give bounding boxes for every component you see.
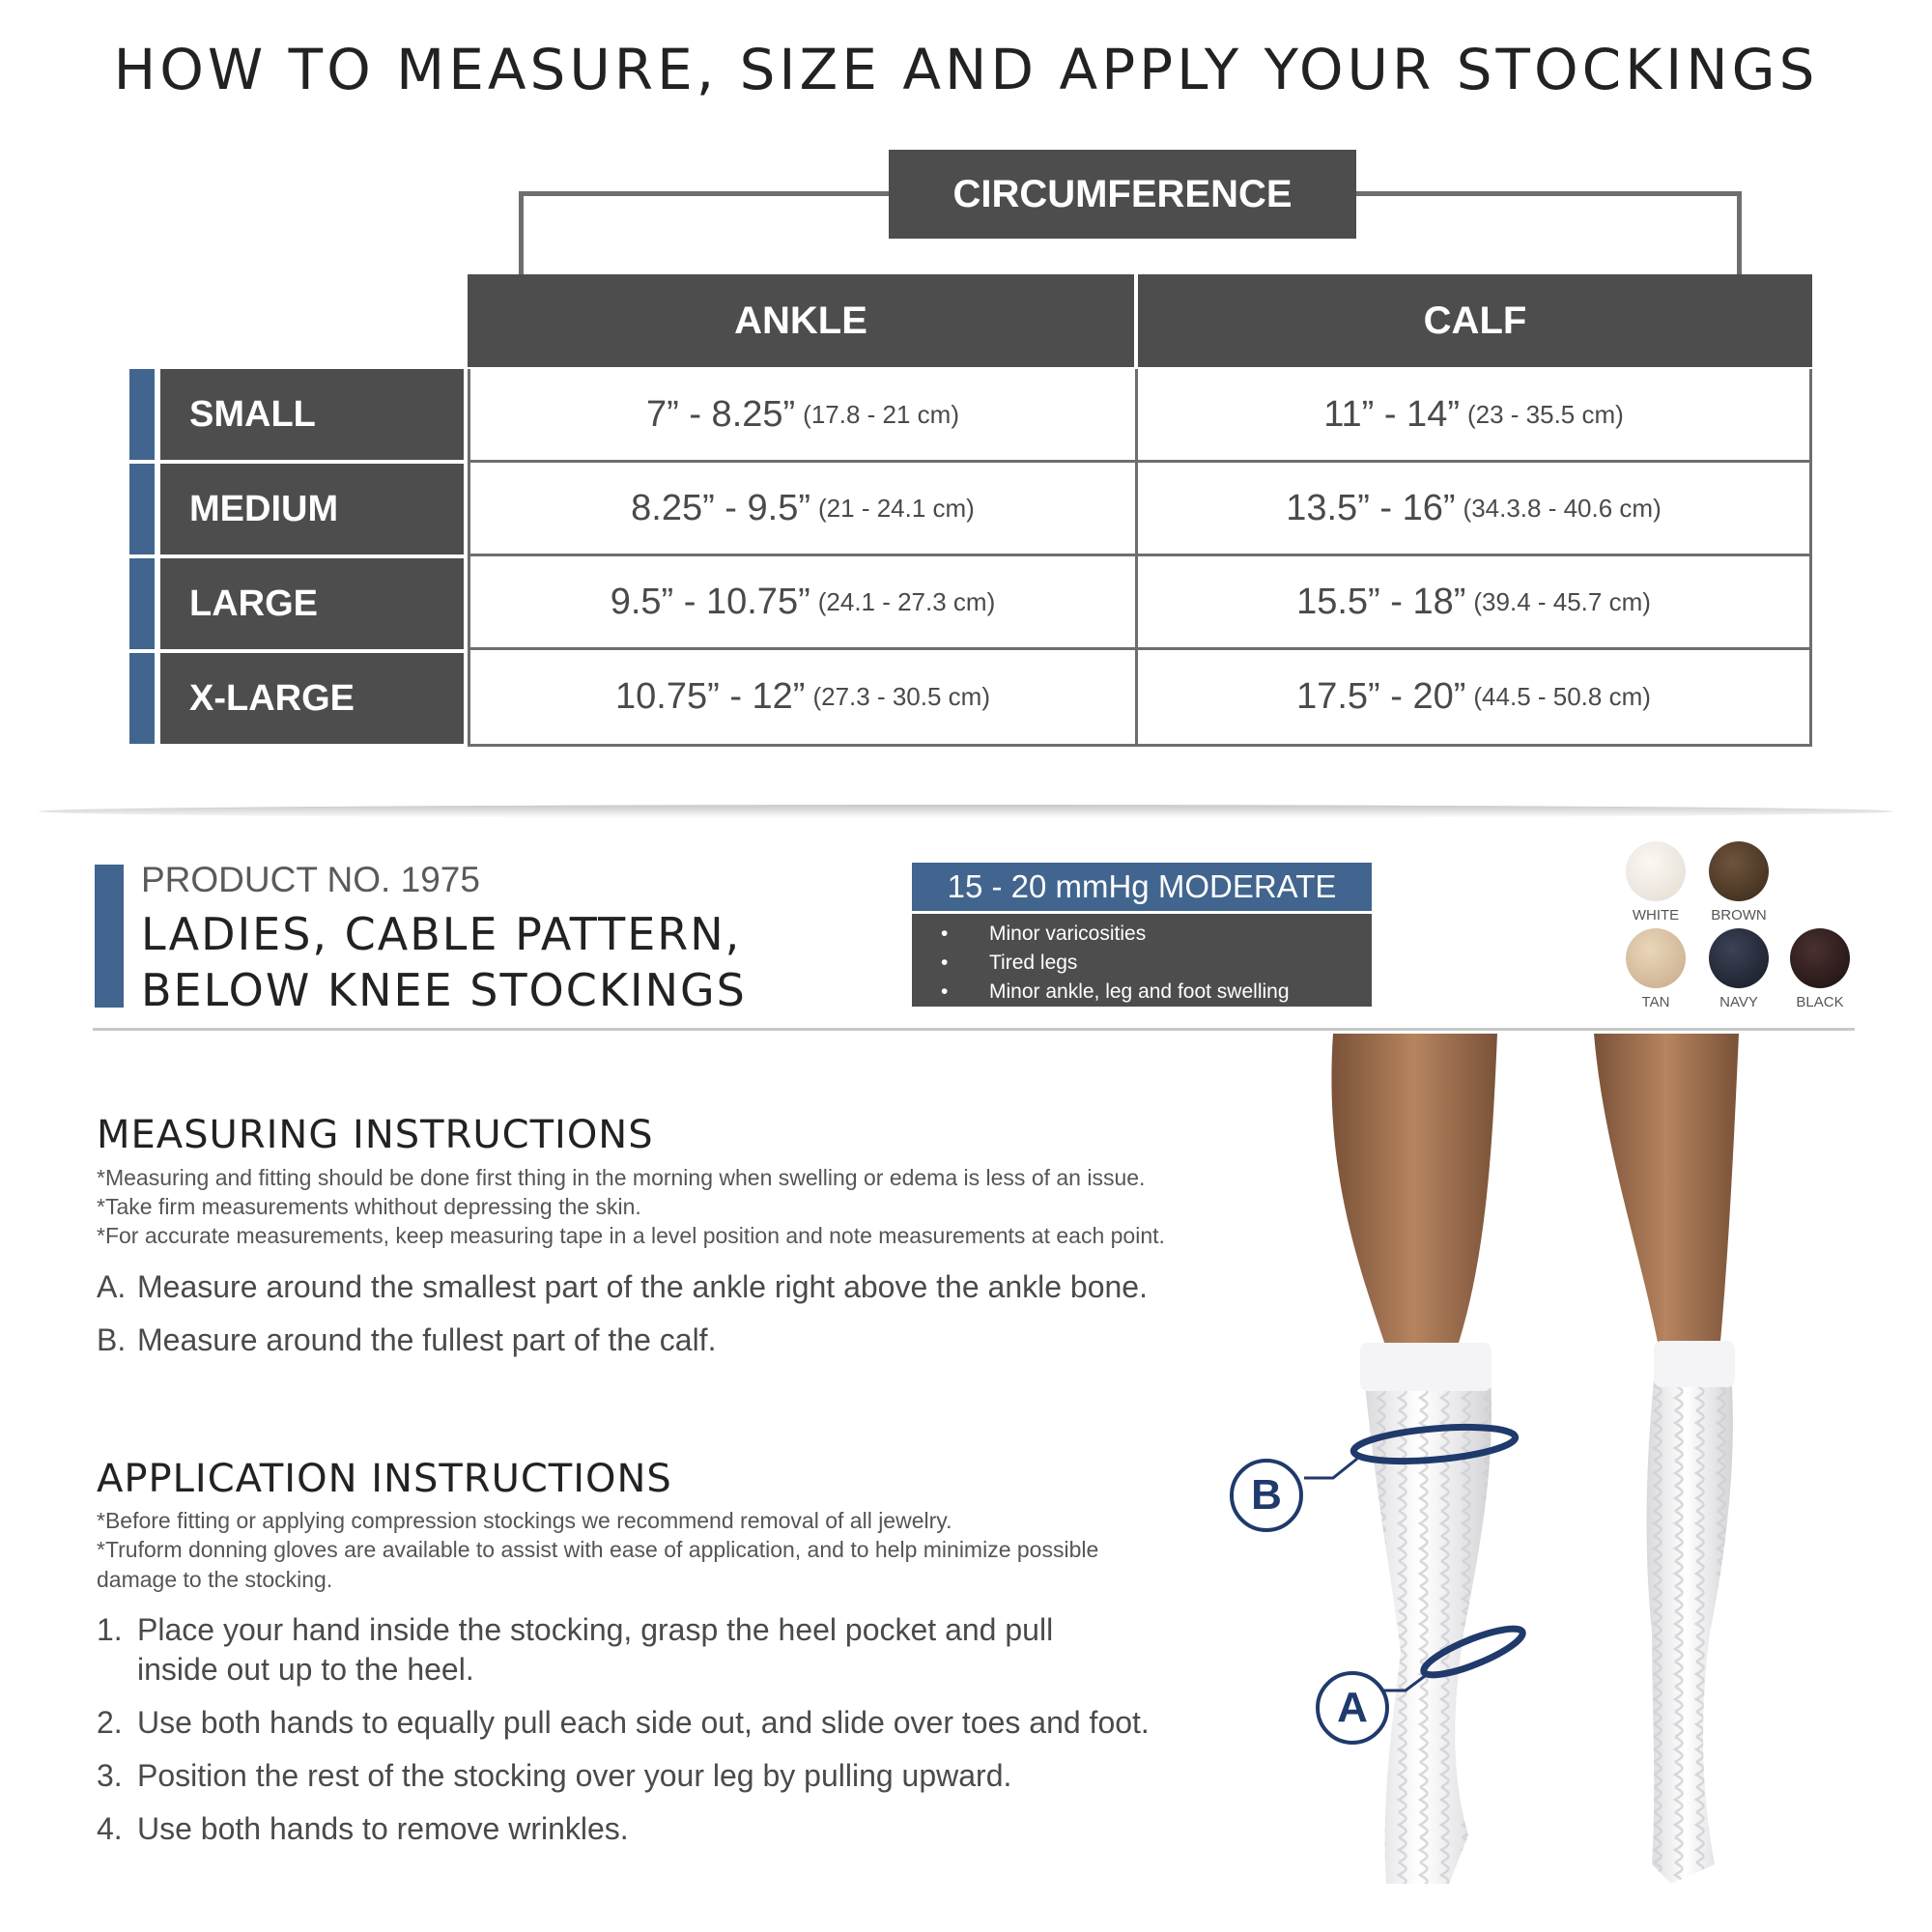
row-accent bbox=[129, 464, 155, 554]
application-step-1 bbox=[97, 1610, 1140, 1690]
legs-stockings-illustration bbox=[1246, 1034, 1845, 1903]
calf-range-in: 13.5” - 16” bbox=[1286, 487, 1456, 528]
step-marker: 1. bbox=[97, 1612, 123, 1647]
measuring-note: *Measuring and fitting should be done first thing in the morning when swelling or edema is less of an issue. bbox=[97, 1165, 1146, 1190]
swatch-label-black: BLACK bbox=[1796, 994, 1844, 1010]
calf-range-cm: (23 - 35.5 cm) bbox=[1466, 399, 1624, 429]
application-step-4 bbox=[97, 1809, 629, 1849]
measuring-step-b bbox=[97, 1321, 716, 1360]
column-header-ankle: ANKLE bbox=[468, 274, 1134, 367]
ankle-range-cm: (27.3 - 30.5 cm) bbox=[812, 682, 990, 711]
calf-cell-medium bbox=[1138, 463, 1812, 556]
step-marker: 2. bbox=[97, 1705, 123, 1740]
compression-level: 15 - 20 mmHg MODERATE bbox=[912, 863, 1372, 911]
row-accent bbox=[129, 369, 155, 460]
indication-item: • Tired legs bbox=[912, 949, 1372, 978]
callout-a-ankle: A bbox=[1316, 1671, 1389, 1745]
swatch-label-navy: NAVY bbox=[1719, 994, 1758, 1010]
row-accent bbox=[129, 653, 155, 744]
step-marker: B. bbox=[97, 1322, 127, 1357]
measuring-step-a bbox=[97, 1267, 1148, 1307]
calf-cell-small bbox=[1138, 369, 1812, 463]
measuring-note: *Take firm measurements whithout depressing the skin. bbox=[97, 1194, 641, 1219]
product-name bbox=[141, 906, 747, 1018]
row-accent bbox=[129, 558, 155, 649]
calf-range-in: 17.5” - 20” bbox=[1296, 676, 1466, 717]
indication-item: • Minor varicosities bbox=[912, 920, 1372, 949]
application-instructions-title: APPLICATION INSTRUCTIONS bbox=[97, 1457, 672, 1501]
ankle-cell-large bbox=[468, 556, 1138, 650]
swatch-navy[interactable] bbox=[1709, 928, 1769, 988]
calf-cell-xlarge bbox=[1138, 650, 1812, 747]
step-text: Use both hands to equally pull each side out, and slide over toes and foot. bbox=[137, 1705, 1150, 1740]
size-label-medium: MEDIUM bbox=[160, 464, 464, 554]
ankle-cell-medium bbox=[468, 463, 1138, 556]
calf-range-cm: (39.4 - 45.7 cm) bbox=[1473, 586, 1651, 616]
size-label-small: SMALL bbox=[160, 369, 464, 460]
step-text: Position the rest of the stocking over your leg by pulling upward. bbox=[137, 1758, 1012, 1793]
step-text: Measure around the fullest part of the calf. bbox=[137, 1322, 717, 1357]
product-name-line2: BELOW KNEE STOCKINGS bbox=[141, 964, 747, 1016]
swatch-white[interactable] bbox=[1626, 841, 1686, 901]
ankle-range-in: 7” - 8.25” bbox=[646, 393, 796, 435]
callout-b-calf: B bbox=[1230, 1459, 1303, 1532]
swatch-tan[interactable] bbox=[1626, 928, 1686, 988]
calf-range-cm: (34.3.8 - 40.6 cm) bbox=[1463, 493, 1662, 523]
ankle-range-in: 9.5” - 10.75” bbox=[610, 581, 810, 622]
step-marker: A. bbox=[97, 1269, 127, 1304]
product-accent-bar bbox=[95, 865, 124, 1008]
step-text: Use both hands to remove wrinkles. bbox=[137, 1811, 629, 1846]
indications-list bbox=[912, 914, 1372, 1007]
size-label-large: LARGE bbox=[160, 558, 464, 649]
horizontal-rule bbox=[93, 1028, 1855, 1031]
application-note: *Before fitting or applying compression stockings we recommend removal of all jewelry. bbox=[97, 1508, 952, 1533]
ankle-range-cm: (21 - 24.1 cm) bbox=[818, 493, 975, 523]
calf-cell-large bbox=[1138, 556, 1812, 650]
step-text: Measure around the smallest part of the ankle right above the ankle bone. bbox=[137, 1269, 1148, 1304]
ankle-range-cm: (24.1 - 27.3 cm) bbox=[817, 586, 996, 616]
measuring-instructions-title: MEASURING INSTRUCTIONS bbox=[97, 1113, 654, 1157]
indication-item: • Minor ankle, leg and foot swelling bbox=[912, 978, 1372, 1007]
application-step-2 bbox=[97, 1703, 1150, 1743]
column-header-calf: CALF bbox=[1138, 274, 1812, 367]
calf-range-in: 15.5” - 18” bbox=[1296, 581, 1466, 622]
swatch-label-white: WHITE bbox=[1632, 907, 1680, 923]
swatch-black[interactable] bbox=[1790, 928, 1850, 988]
ankle-cell-small bbox=[468, 369, 1138, 463]
calf-range-cm: (44.5 - 50.8 cm) bbox=[1473, 682, 1651, 711]
step-marker: 4. bbox=[97, 1811, 123, 1846]
section-divider bbox=[39, 805, 1893, 818]
product-number: PRODUCT NO. 1975 bbox=[141, 860, 480, 899]
application-step-3 bbox=[97, 1756, 1011, 1796]
swatch-label-brown: BROWN bbox=[1711, 907, 1767, 923]
swatch-label-tan: TAN bbox=[1641, 994, 1670, 1010]
ankle-range-in: 8.25” - 9.5” bbox=[631, 487, 811, 528]
step-marker: 3. bbox=[97, 1758, 123, 1793]
calf-range-in: 11” - 14” bbox=[1323, 393, 1460, 435]
measuring-note: *For accurate measurements, keep measuring tape in a level position and note measurements at each point. bbox=[97, 1223, 1165, 1248]
ankle-range-cm: (17.8 - 21 cm) bbox=[803, 399, 959, 429]
circumference-header: CIRCUMFERENCE bbox=[889, 150, 1356, 239]
ankle-range-in: 10.75” - 12” bbox=[615, 676, 806, 717]
swatch-brown[interactable] bbox=[1709, 841, 1769, 901]
application-note: *Truform donning gloves are available to assist with ease of application, and to help minimize possible damage to the stocking. bbox=[97, 1537, 1099, 1592]
step-text: Place your hand inside the stocking, grasp the heel pocket and pull inside out up to the heel. bbox=[137, 1612, 1054, 1687]
ankle-cell-xlarge bbox=[468, 650, 1138, 747]
page-title: HOW TO MEASURE, SIZE AND APPLY YOUR STOCKINGS bbox=[113, 37, 1819, 102]
product-name-line1: LADIES, CABLE PATTERN, bbox=[141, 908, 742, 960]
size-label-xlarge: X-LARGE bbox=[160, 653, 464, 744]
